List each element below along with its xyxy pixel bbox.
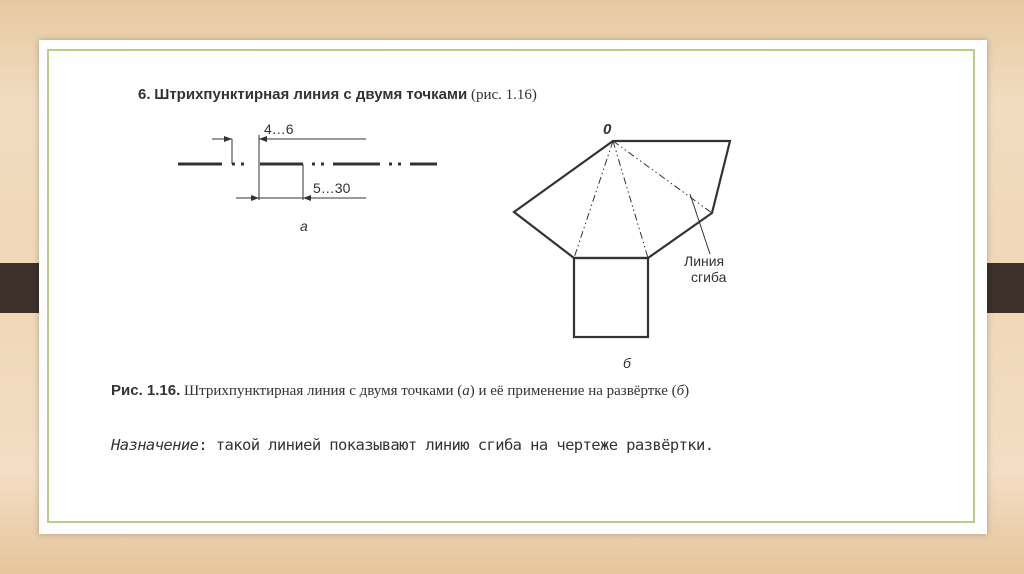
section-number: 6. (138, 86, 151, 103)
caption-text-1: Штрихпунктирная линия с двумя точками ( (180, 383, 463, 399)
purpose-paragraph (111, 434, 846, 456)
caption-text-3: ) (684, 383, 690, 399)
figure-caption (111, 381, 846, 401)
vertex-label: 0 (603, 121, 612, 138)
caption-sub-b: б (676, 383, 685, 399)
section-title: Штрихпунктирная линия с двумя точками (154, 86, 468, 103)
purpose-term: Назначение (111, 436, 199, 454)
dim-top-label: 4…6 (264, 121, 294, 137)
figure-a-label: а (300, 218, 308, 234)
caption-sub-a: а (462, 383, 470, 399)
fold-line-label-1: Линия (684, 253, 725, 269)
section-ref: (рис. 1.16) (471, 87, 537, 103)
purpose-text: : такой линией показывают линию сгиба на чертеже развёртки. (198, 436, 714, 454)
dim-bottom-label: 5…30 (313, 180, 351, 196)
caption-label: Рис. 1.16. (111, 382, 181, 399)
figure-a (178, 135, 437, 200)
figure-b (514, 141, 730, 337)
figure-a-arrows (224, 136, 311, 201)
figure-b-label: б (623, 355, 631, 371)
caption-text-2: ) и её применение на развёртке ( (469, 383, 677, 399)
fold-line-label-2: сгиба (691, 269, 727, 285)
